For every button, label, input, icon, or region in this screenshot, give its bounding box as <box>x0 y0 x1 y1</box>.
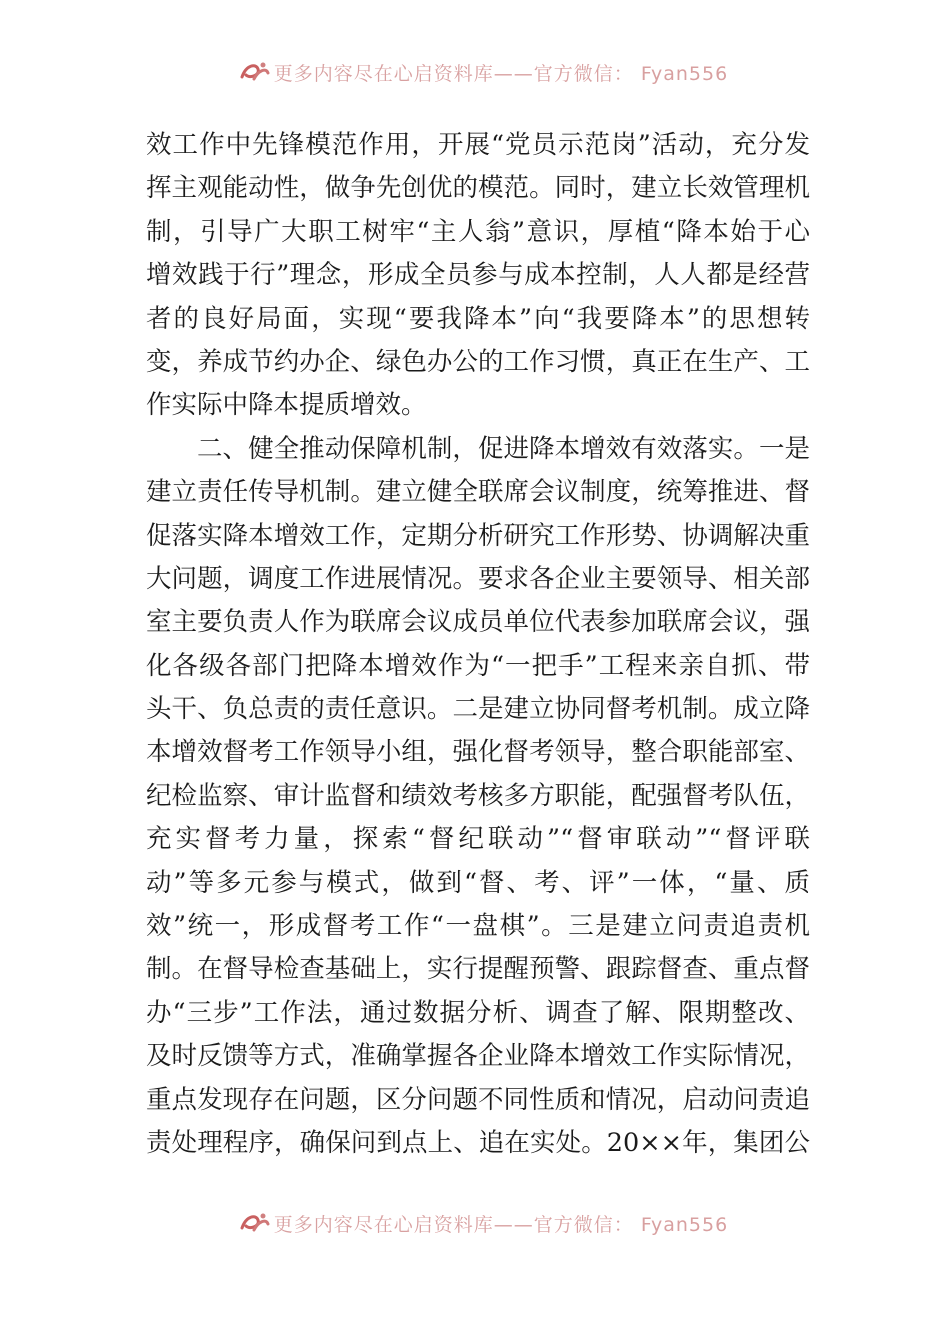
text-line: 增效践于行”理念，形成全员参与成本控制，人人都是经营 <box>146 260 810 291</box>
text-line: 者的良好局面，实现“要我降本”向“我要降本”的思想转 <box>146 303 810 334</box>
text-line: 效工作中先锋模范作用，开展“党员示范岗”活动，充分发 <box>146 130 810 160</box>
text-line: 大问题，调度工作进展情况。要求各企业主要领导、相关部 <box>146 563 810 594</box>
text-line: 充实督考力量，探索“督纪联动”“督审联动”“督评联 <box>146 824 810 855</box>
text-line: 变，养成节约办企、绿色办公的工作习惯，真正在生产、工 <box>146 346 810 377</box>
logo-icon <box>238 59 270 85</box>
text-line: 动”等多元参与模式，做到“督、考、评”一体，“量、质 <box>146 867 810 898</box>
text-line: 纪检监察、审计监督和绩效考核多方职能，配强督考队伍， <box>146 780 810 811</box>
text-line: 效”统一，形成督考工作“一盘棋”。三是建立问责追责机 <box>146 911 810 942</box>
paragraph-2 <box>146 428 810 1166</box>
paragraph-1 <box>146 124 810 428</box>
watermark-text: 更多内容尽在心启资料库——官方微信： Fyan556 <box>273 62 729 85</box>
document-body <box>146 124 810 1165</box>
text-line: 建立责任传导机制。建立健全联席会议制度，统筹推进、督 <box>146 477 810 508</box>
header-watermark-banner <box>0 52 950 92</box>
text-line: 二、健全推动保障机制，促进降本增效有效落实。一是 <box>197 433 810 464</box>
text-line: 本增效督考工作领导小组，强化督考领导，整合职能部室、 <box>146 737 810 768</box>
text-line: 挥主观能动性，做争先创优的模范。同时，建立长效管理机 <box>146 173 810 204</box>
text-line: 作实际中降本提质增效。 <box>146 390 427 421</box>
text-line: 重点发现存在问题，区分问题不同性质和情况，启动问责追 <box>146 1084 810 1115</box>
watermark-text: 更多内容尽在心启资料库——官方微信： Fyan556 <box>273 1213 729 1236</box>
text-line: 责处理程序，确保问到点上、追在实处。20××年，集团公 <box>146 1127 810 1158</box>
text-line: 制，引导广大职工树牢“主人翁”意识，厚植“降本始于心 <box>146 216 810 247</box>
text-line: 办“三步”工作法，通过数据分析、调查了解、限期整改、 <box>146 997 810 1028</box>
logo-icon <box>238 1210 270 1236</box>
footer-watermark-banner <box>0 1203 950 1243</box>
text-line: 化各级各部门把降本增效作为“一把手”工程来亲自抓、带 <box>146 650 810 681</box>
text-line: 制。在督导检查基础上，实行提醒预警、跟踪督查、重点督 <box>146 954 810 985</box>
text-line: 促落实降本增效工作，定期分析研究工作形势、协调解决重 <box>146 520 810 551</box>
text-line: 头干、负总责的责任意识。二是建立协同督考机制。成立降 <box>146 694 810 725</box>
text-line: 及时反馈等方式，准确掌握各企业降本增效工作实际情况， <box>146 1041 810 1072</box>
text-line: 室主要负责人作为联席会议成员单位代表参加联席会议，强 <box>146 607 810 638</box>
